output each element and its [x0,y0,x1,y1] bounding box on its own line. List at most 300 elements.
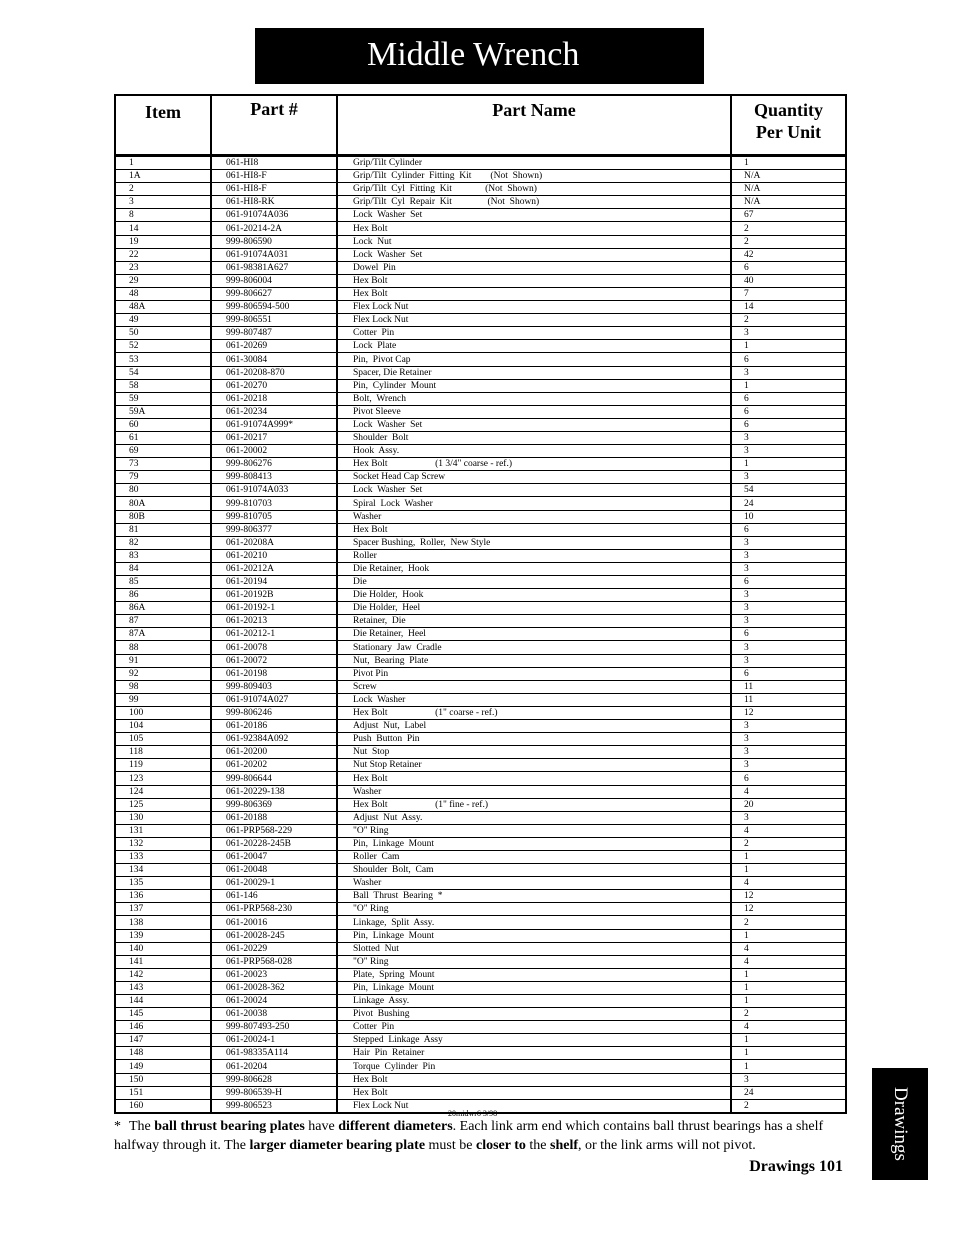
cell-part-number: 061-20208-870 [211,366,337,379]
cell-part-number: 999-806377 [211,523,337,536]
cell-item: 160 [115,1099,211,1113]
cell-item: 132 [115,837,211,850]
cell-item: 88 [115,641,211,654]
table-row [115,196,846,209]
cell-quantity: 54 [731,484,846,497]
table-row [115,759,846,772]
cell-item: 142 [115,968,211,981]
cell-part-name: Flex Lock Nut [337,1099,731,1113]
cell-part-name: Hex Bolt [337,222,731,235]
table-row [115,981,846,994]
cell-part-name: Pivot Sleeve [337,405,731,418]
cell-part-name: Hex Bolt (1 3/4" coarse - ref.) [337,458,731,471]
table-row [115,366,846,379]
table-row [115,890,846,903]
cell-quantity: N/A [731,196,846,209]
cell-quantity: 40 [731,274,846,287]
cell-part-name: Nut Stop [337,746,731,759]
table-row [115,576,846,589]
cell-item: 151 [115,1086,211,1099]
cell-part-name: Adjust Nut, Label [337,720,731,733]
cell-part-name: Retainer, Die [337,615,731,628]
cell-part-number: 061-20194 [211,576,337,589]
cell-part-name: Hook Assy. [337,445,731,458]
cell-part-number: 061-20024 [211,995,337,1008]
table-row [115,510,846,523]
cell-quantity: 6 [731,392,846,405]
cell-item: 87 [115,615,211,628]
cell-quantity: 6 [731,353,846,366]
parts-table [114,94,847,1114]
cell-quantity: 6 [731,405,846,418]
cell-part-number: 061-98335A114 [211,1047,337,1060]
cell-quantity: 6 [731,772,846,785]
cell-item: 98 [115,680,211,693]
cell-part-number: 061-20214-2A [211,222,337,235]
cell-quantity: 3 [731,641,846,654]
table-row [115,301,846,314]
cell-part-number: 061-20023 [211,968,337,981]
cell-quantity: N/A [731,183,846,196]
cell-part-number: 061-91074A031 [211,248,337,261]
cell-quantity: 1 [731,379,846,392]
table-row [115,418,846,431]
footnote-bold-4: closer to [476,1137,526,1153]
cell-part-name: Die Holder, Hook [337,589,731,602]
table-row [115,235,846,248]
cell-item: 2 [115,183,211,196]
footnote-bold-3: larger diameter bearing plate [249,1137,426,1153]
cell-part-number: 061-HI8 [211,156,337,170]
cell-part-name: Cotter Pin [337,327,731,340]
cell-part-name: Adjust Nut Assy. [337,811,731,824]
page-title: Middle Wrench [255,28,704,84]
cell-part-name: Grip/Tilt Cylinder Fitting Kit (Not Shown) [337,170,731,183]
cell-quantity: 1 [731,156,846,170]
cell-item: 3 [115,196,211,209]
cell-part-number: 061-30084 [211,353,337,366]
cell-item: 135 [115,877,211,890]
cell-part-number: 999-806628 [211,1073,337,1086]
cell-part-number: 061-HI8-F [211,183,337,196]
cell-quantity: 3 [731,602,846,615]
cell-quantity: 1 [731,864,846,877]
header-item: Item [115,95,211,156]
cell-part-number: 061-20218 [211,392,337,405]
cell-part-name: Hex Bolt [337,1073,731,1086]
table-row [115,1034,846,1047]
cell-quantity: 1 [731,850,846,863]
cell-part-name: Pin, Linkage Mount [337,837,731,850]
cell-part-name: Roller Cam [337,850,731,863]
cell-quantity: 6 [731,628,846,641]
table-row [115,484,846,497]
table-row [115,720,846,733]
cell-part-name: Hex Bolt [337,1086,731,1099]
cell-part-name: Linkage Assy. [337,995,731,1008]
cell-item: 87A [115,628,211,641]
table-row [115,392,846,405]
cell-quantity: 24 [731,497,846,510]
table-row [115,667,846,680]
cell-quantity: 12 [731,903,846,916]
table-row [115,916,846,929]
cell-quantity: 11 [731,680,846,693]
cell-part-number: 999-808413 [211,471,337,484]
cell-part-name: Cotter Pin [337,1021,731,1034]
cell-item: 143 [115,981,211,994]
cell-part-name: Roller [337,549,731,562]
cell-quantity: 14 [731,301,846,314]
table-row [115,314,846,327]
table-row [115,903,846,916]
cell-quantity: 1 [731,1060,846,1073]
cell-part-number: 061-91074A999* [211,418,337,431]
cell-quantity: 67 [731,209,846,222]
footnote-text-6: , or the link arms will not pivot. [578,1137,756,1153]
footnote [114,1118,849,1155]
cell-quantity: 6 [731,418,846,431]
cell-item: 29 [115,274,211,287]
cell-part-name: Washer [337,510,731,523]
cell-item: 54 [115,366,211,379]
cell-item: 149 [115,1060,211,1073]
header-quantity-line1: Quantity [753,100,823,120]
cell-quantity: 4 [731,877,846,890]
cell-part-number: 061-20188 [211,811,337,824]
cell-part-number: 061-20269 [211,340,337,353]
table-row [115,929,846,942]
cell-part-name: Lock Plate [337,340,731,353]
table-row [115,850,846,863]
cell-part-name: Hair Pin Retainer [337,1047,731,1060]
cell-part-number: 061-20028-362 [211,981,337,994]
footnote-text-2: have [304,1119,339,1134]
cell-item: 125 [115,798,211,811]
cell-quantity: 1 [731,1047,846,1060]
cell-quantity: 1 [731,981,846,994]
cell-part-number: 061-20038 [211,1008,337,1021]
cell-part-name: Grip/Tilt Cylinder [337,156,731,170]
table-header-row [115,95,846,156]
cell-part-number: 061-91074A027 [211,693,337,706]
table-row [115,968,846,981]
cell-part-number: 999-806539-H [211,1086,337,1099]
cell-part-number: 061-HI8-F [211,170,337,183]
cell-quantity: 1 [731,458,846,471]
table-row [115,772,846,785]
cell-part-name: Torque Cylinder Pin [337,1060,731,1073]
cell-quantity: 2 [731,916,846,929]
cell-item: 139 [115,929,211,942]
cell-part-name: Nut Stop Retainer [337,759,731,772]
cell-item: 118 [115,746,211,759]
cell-item: 58 [115,379,211,392]
cell-part-name: Pin, Linkage Mount [337,981,731,994]
table-row [115,170,846,183]
cell-part-number: 061-92384A092 [211,733,337,746]
cell-part-name: Lock Washer Set [337,209,731,222]
cell-part-number: 061-20002 [211,445,337,458]
cell-part-number: 999-807487 [211,327,337,340]
cell-quantity: 2 [731,837,846,850]
cell-item: 86 [115,589,211,602]
table-row [115,693,846,706]
table-row [115,1021,846,1034]
cell-part-name: Die Retainer, Hook [337,562,731,575]
cell-part-name: Pivot Bushing [337,1008,731,1021]
cell-part-number: 999-806369 [211,798,337,811]
cell-item: 147 [115,1034,211,1047]
cell-quantity: 4 [731,942,846,955]
cell-part-number: 061-20213 [211,615,337,628]
cell-part-number: 999-806594-500 [211,301,337,314]
cell-part-number: 061-20198 [211,667,337,680]
cell-quantity: 3 [731,654,846,667]
footnote-bold-1: ball thrust bearing plates [154,1119,305,1134]
cell-quantity: 24 [731,1086,846,1099]
cell-part-number: 061-91074A036 [211,209,337,222]
cell-item: 82 [115,536,211,549]
table-row [115,837,846,850]
table-row [115,615,846,628]
cell-quantity: 11 [731,693,846,706]
cell-part-number: 061-20047 [211,850,337,863]
cell-item: 60 [115,418,211,431]
cell-quantity: 3 [731,615,846,628]
cell-part-name: Die Holder, Heel [337,602,731,615]
cell-part-name: Shoulder Bolt [337,431,731,444]
cell-part-number: 061-20229 [211,942,337,955]
cell-item: 92 [115,667,211,680]
cell-part-number: 061-20192B [211,589,337,602]
cell-part-number: 061-20228-245B [211,837,337,850]
cell-part-name: Lock Washer Set [337,418,731,431]
cell-quantity: 2 [731,1099,846,1113]
cell-quantity: 10 [731,510,846,523]
header-part-name: Part Name [337,95,731,156]
cell-part-number: 061-146 [211,890,337,903]
cell-quantity: 4 [731,955,846,968]
table-row [115,706,846,719]
cell-part-number: 061-20029-1 [211,877,337,890]
cell-part-number: 999-806276 [211,458,337,471]
cell-quantity: 12 [731,706,846,719]
cell-item: 23 [115,261,211,274]
table-row [115,733,846,746]
table-row [115,379,846,392]
cell-quantity: 6 [731,523,846,536]
cell-part-number: 061-PRP568-229 [211,824,337,837]
table-row [115,156,846,170]
cell-quantity: 3 [731,431,846,444]
cell-item: 99 [115,693,211,706]
cell-item: 22 [115,248,211,261]
cell-part-number: 061-20217 [211,431,337,444]
cell-part-number: 061-20234 [211,405,337,418]
cell-item: 52 [115,340,211,353]
cell-item: 134 [115,864,211,877]
cell-part-name: Spiral Lock Washer [337,497,731,510]
header-quantity-line2: Per Unit [755,122,822,142]
table-row [115,955,846,968]
table-row [115,864,846,877]
table-row [115,445,846,458]
cell-part-number: 061-20072 [211,654,337,667]
cell-item: 105 [115,733,211,746]
table-row [115,1060,846,1073]
cell-item: 80 [115,484,211,497]
cell-item: 19 [115,235,211,248]
cell-item: 1 [115,156,211,170]
table-row [115,628,846,641]
cell-item: 14 [115,222,211,235]
cell-item: 141 [115,955,211,968]
cell-part-number: 061-HI8-RK [211,196,337,209]
cell-part-number: 061-91074A033 [211,484,337,497]
cell-part-name: Washer [337,785,731,798]
table-row [115,222,846,235]
cell-part-name: Hex Bolt [337,772,731,785]
cell-quantity: 6 [731,667,846,680]
cell-item: 131 [115,824,211,837]
cell-item: 69 [115,445,211,458]
cell-quantity: N/A [731,170,846,183]
cell-item: 123 [115,772,211,785]
cell-item: 73 [115,458,211,471]
table-row [115,471,846,484]
cell-item: 79 [115,471,211,484]
document-code: 20midwr6 3/98 [448,1109,498,1118]
cell-part-number: 999-807493-250 [211,1021,337,1034]
table-row [115,497,846,510]
cell-part-name: Pin, Cylinder Mount [337,379,731,392]
table-row [115,602,846,615]
table-row [115,654,846,667]
cell-quantity: 3 [731,562,846,575]
cell-item: 85 [115,576,211,589]
cell-part-number: 999-806590 [211,235,337,248]
cell-item: 1A [115,170,211,183]
table-row [115,641,846,654]
cell-part-name: Stationary Jaw Cradle [337,641,731,654]
cell-part-name: Flex Lock Nut [337,301,731,314]
section-tab[interactable] [872,1068,928,1180]
cell-part-name: Pin, Pivot Cap [337,353,731,366]
cell-part-number: 999-806523 [211,1099,337,1113]
cell-quantity: 6 [731,576,846,589]
table-row [115,183,846,196]
cell-quantity: 3 [731,746,846,759]
cell-part-name: "O" Ring [337,955,731,968]
cell-quantity: 4 [731,785,846,798]
table-row [115,1047,846,1060]
table-row [115,327,846,340]
cell-part-name: Spacer Bushing, Roller, New Style [337,536,731,549]
table-row [115,523,846,536]
cell-item: 48A [115,301,211,314]
cell-item: 83 [115,549,211,562]
cell-part-name: Socket Head Cap Screw [337,471,731,484]
cell-part-name: Hex Bolt [337,274,731,287]
cell-part-number: 061-20270 [211,379,337,392]
cell-part-name: Lock Nut [337,235,731,248]
cell-part-number: 061-20024-1 [211,1034,337,1047]
cell-quantity: 4 [731,1021,846,1034]
cell-part-name: Pivot Pin [337,667,731,680]
table-row [115,340,846,353]
cell-part-number: 061-20204 [211,1060,337,1073]
table-row [115,785,846,798]
cell-item: 86A [115,602,211,615]
cell-item: 59A [115,405,211,418]
cell-quantity: 3 [731,366,846,379]
cell-part-name: Grip/Tilt Cyl Fitting Kit (Not Shown) [337,183,731,196]
cell-item: 130 [115,811,211,824]
cell-quantity: 7 [731,287,846,300]
footnote-bold-5: shelf [550,1137,578,1153]
cell-quantity: 2 [731,235,846,248]
cell-part-number: 061-20212A [211,562,337,575]
cell-part-number: 061-20208A [211,536,337,549]
cell-quantity: 42 [731,248,846,261]
cell-part-number: 999-806627 [211,287,337,300]
cell-part-number: 061-98381A627 [211,261,337,274]
cell-part-name: Hex Bolt (1" fine - ref.) [337,798,731,811]
cell-part-name: Lock Washer Set [337,248,731,261]
table-row [115,811,846,824]
footnote-bold-2: different diameters [338,1119,453,1134]
cell-part-name: Nut, Bearing Plate [337,654,731,667]
table-row [115,405,846,418]
table-row [115,274,846,287]
cell-item: 145 [115,1008,211,1021]
cell-part-name: Stepped Linkage Assy [337,1034,731,1047]
cell-item: 48 [115,287,211,300]
cell-item: 137 [115,903,211,916]
cell-part-number: 999-806004 [211,274,337,287]
table-row [115,562,846,575]
footnote-text-3: . Each link arm end which contains ball thrust bearings has a shelf halfway through it. The [114,1119,824,1153]
cell-part-name: Shoulder Bolt, Cam [337,864,731,877]
cell-quantity: 3 [731,589,846,602]
table-row [115,824,846,837]
cell-quantity: 4 [731,824,846,837]
table-row [115,261,846,274]
cell-part-name: Pin, Linkage Mount [337,929,731,942]
table-row [115,746,846,759]
cell-quantity: 3 [731,733,846,746]
cell-quantity: 3 [731,1073,846,1086]
table-row [115,877,846,890]
cell-part-name: Washer [337,877,731,890]
table-row [115,995,846,1008]
cell-quantity: 3 [731,549,846,562]
cell-item: 140 [115,942,211,955]
table-row [115,549,846,562]
cell-item: 59 [115,392,211,405]
table-row [115,287,846,300]
cell-quantity: 3 [731,327,846,340]
cell-quantity: 1 [731,968,846,981]
header-part-number: Part # [211,95,337,156]
cell-item: 146 [115,1021,211,1034]
cell-part-name: "O" Ring [337,903,731,916]
table-row [115,536,846,549]
cell-item: 53 [115,353,211,366]
cell-part-name: Hex Bolt [337,287,731,300]
cell-part-name: Plate, Spring Mount [337,968,731,981]
